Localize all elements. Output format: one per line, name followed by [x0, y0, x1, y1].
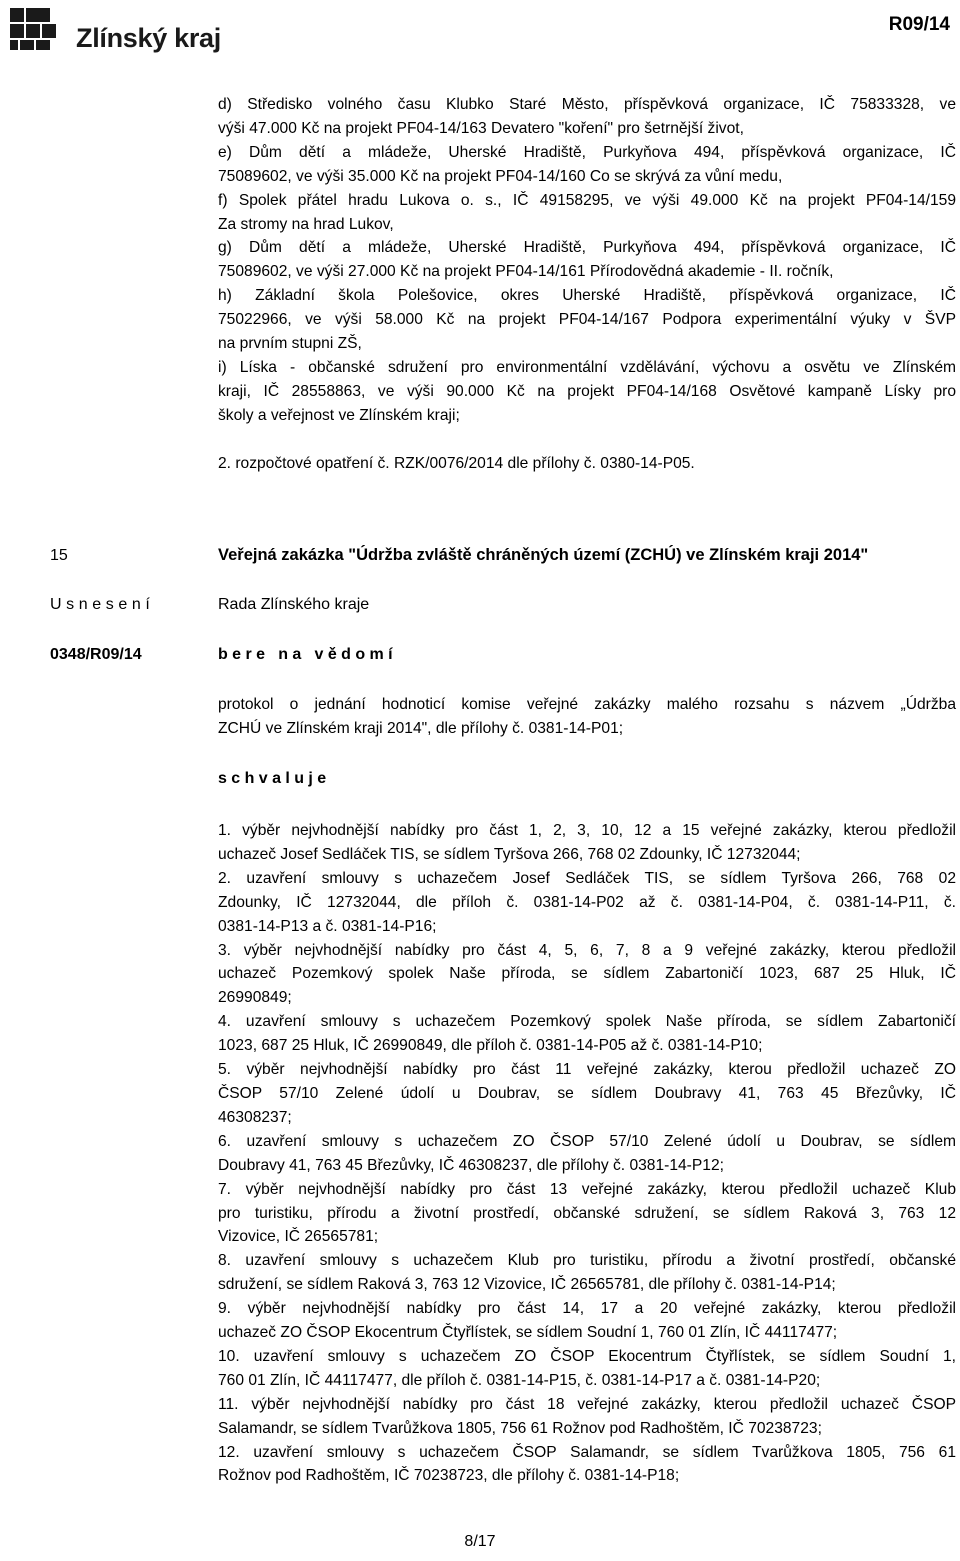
text-line: 1023, 687 25 Hluk, IČ 26990849, dle příloh č. 0381-14-P05 až č. 0381-14-P10;: [218, 1037, 763, 1055]
text-line: Za stromy na hrad Lukov,: [218, 215, 394, 233]
text-line: 12. uzavření smlouvy s uchazečem ČSOP Salamandr, se sídlem Tvarůžkova 1805, 756 61: [218, 1443, 956, 1461]
text-line: Zdounky, IČ 12732044, dle příloh č. 0381-14-P02 až č. 0381-14-P04, č. 0381-14-P11, č.: [218, 893, 956, 911]
logo-text: Zlínský kraj: [76, 22, 221, 53]
text-line: Rožnov pod Radhoštěm, IČ 70238723, dle přílohy č. 0381-14-P18;: [218, 1467, 680, 1485]
resolution-number: 0348/R09/14: [50, 646, 142, 663]
zlinsky-kraj-logo: [10, 8, 221, 54]
text-line: 0381-14-P13 a č. 0381-14-P16;: [218, 917, 437, 935]
text-line: 75089602, ve výši 35.000 Kč na projekt PF04-14/160 Co se skrývá za vůní medu,: [218, 167, 783, 185]
verb-approves: schvaluje: [218, 770, 331, 787]
text-line: 2. uzavření smlouvy s uchazečem Josef Sedláček TIS, se sídlem Tyršova 266, 768 02: [218, 869, 956, 887]
item-number: 15: [50, 547, 68, 564]
text-line: ZCHÚ ve Zlínském kraji 2014", dle přílohy č. 0381-14-P01;: [218, 719, 624, 737]
text-line: h) Základní škola Polešovice, okres Uherské Hradiště, příspěvková organizace, IČ: [218, 287, 956, 305]
text-line: 5. výběr nejvhodnější nabídky pro část 11 veřejné zakázky, kterou předložil uchazeč ZO: [218, 1061, 956, 1079]
text-line: 7. výběr nejvhodnější nabídky pro část 13 veřejné zakázky, kterou předložil uchazeč Klub: [218, 1180, 956, 1198]
text-line: výši 47.000 Kč na projekt PF04-14/163 Devatero "koření" pro šetrnější život,: [218, 119, 744, 137]
protocol-paragraph: [218, 693, 956, 741]
text-line: i) Líska - občanské sdružení pro environmentální vzdělávání, výchovu a osvětu ve Zlínském: [218, 358, 956, 376]
text-line: kraji, IČ 28558863, ve výši 90.000 Kč na projekt PF04-14/168 Osvětové kampaně Lísky pro: [218, 382, 956, 400]
text-line: školy a veřejnost ve Zlínském kraji;: [218, 406, 460, 424]
text-line: 75022966, ve výši 58.000 Kč na projekt PF04-14/167 Podpora experimentální výuky v ŠVP: [218, 311, 956, 329]
text-line: f) Spolek přátel hradu Lukova o. s., IČ 49158295, ve výši 49.000 Kč na projekt PF04-14/159: [218, 191, 956, 209]
text-line: 46308237;: [218, 1108, 292, 1126]
text-line: Vizovice, IČ 26565781;: [218, 1228, 379, 1246]
text-line: 26990849;: [218, 989, 292, 1007]
text-line: 75089602, ve výši 27.000 Kč na projekt PF04-14/161 Přírodovědná akademie - II. ročník,: [218, 263, 834, 281]
text-line: 2. rozpočtové opatření č. RZK/0076/2014 dle přílohy č. 0380-14-P05.: [218, 455, 695, 472]
text-line: 1. výběr nejvhodnější nabídky pro část 1, 2, 3, 10, 12 a 15 veřejné zakázky, kterou předložil: [218, 822, 956, 839]
text-line: 6. uzavření smlouvy s uchazečem ZO ČSOP 57/10 Zelené údolí u Doubrav, se sídlem: [218, 1132, 956, 1150]
item-title: Veřejná zakázka "Údržba zvláště chráněných území (ZCHÚ) ve Zlínském kraji 2014": [218, 546, 869, 564]
document-code: R09/14: [888, 14, 950, 35]
text-line: uchazeč Josef Sedláček TIS, se sídlem Tyršova 266, 768 02 Zdounky, IČ 12732044;: [218, 845, 801, 863]
text-line: uchazeč Pozemkový spolek Naše příroda, se sídlem Zabartoničí 1023, 687 25 Hluk, IČ: [218, 965, 956, 983]
issuing-body: Rada Zlínského kraje: [218, 596, 370, 613]
text-line: 11. výběr nejvhodnější nabídky pro část 18 veřejné zakázky, kterou předložil uchazeč ČSOP: [218, 1395, 956, 1413]
text-line: 8. uzavření smlouvy s uchazečem Klub pro turistiku, přírodu a životní prostředí, občanské: [218, 1252, 956, 1270]
text-line: sdružení, se sídlem Raková 3, 763 12 Vizovice, IČ 26565781, dle přílohy č. 0381-14-P14;: [218, 1276, 836, 1294]
text-line: uchazeč ZO ČSOP Ekocentrum Čtyřlístek, se sídlem Soudní 1, 760 01 Zlín, IČ 44117477;: [218, 1324, 838, 1342]
verb-takes-note: bere na vědomí: [218, 646, 397, 663]
text-line: 4. uzavření smlouvy s uchazečem Pozemkový spolek Naše příroda, se sídlem Zabartoničí: [218, 1013, 956, 1031]
text-line: pro turistiku, přírodu a životní prostředí, občanské sdružení, se sídlem Raková 3, 763 12: [218, 1204, 956, 1222]
approval-list: [218, 819, 956, 1488]
page-number: 8/17: [464, 1533, 496, 1550]
text-line: protokol o jednání hodnoticí komise veřejné zakázky malého rozsahu s názvem „Údržba: [218, 696, 956, 713]
text-line: 3. výběr nejvhodnější nabídky pro část 4, 5, 6, 7, 8 a 9 veřejné zakázky, kterou předložil: [218, 941, 956, 959]
text-line: na prvním stupni ZŠ,: [218, 335, 362, 353]
resolution-label: Usnesení: [50, 596, 155, 613]
grants-list: [218, 93, 956, 428]
logo-mark-icon: [10, 8, 70, 54]
text-line: 760 01 Zlín, IČ 44117477, dle příloh č. 0381-14-P15, č. 0381-14-P17 a č. 0381-14-P20;: [218, 1371, 821, 1389]
text-line: 9. výběr nejvhodnější nabídky pro část 14, 17 a 20 veřejné zakázky, kterou předložil: [218, 1300, 956, 1318]
text-line: ČSOP 57/10 Zelené údolí u Doubrav, se sídlem Doubravy 41, 763 45 Březůvky, IČ: [218, 1084, 956, 1102]
text-line: e) Dům dětí a mládeže, Uherské Hradiště, Purkyňova 494, příspěvková organizace, IČ: [218, 143, 956, 161]
text-line: 10. uzavření smlouvy s uchazečem ZO ČSOP Ekocentrum Čtyřlístek, se sídlem Soudní 1,: [218, 1347, 956, 1365]
budget-measure: [218, 452, 956, 476]
text-line: Doubravy 41, 763 45 Březůvky, IČ 46308237, dle přílohy č. 0381-14-P12;: [218, 1156, 724, 1174]
text-line: d) Středisko volného času Klubko Staré Město, příspěvková organizace, IČ 75833328, ve: [218, 96, 956, 113]
text-line: g) Dům dětí a mládeže, Uherské Hradiště, Purkyňova 494, příspěvková organizace, IČ: [218, 239, 956, 257]
text-line: Salamandr, se sídlem Tvarůžkova 1805, 756 61 Rožnov pod Radhoštěm, IČ 70238723;: [218, 1419, 822, 1437]
page-header: [0, 0, 960, 60]
